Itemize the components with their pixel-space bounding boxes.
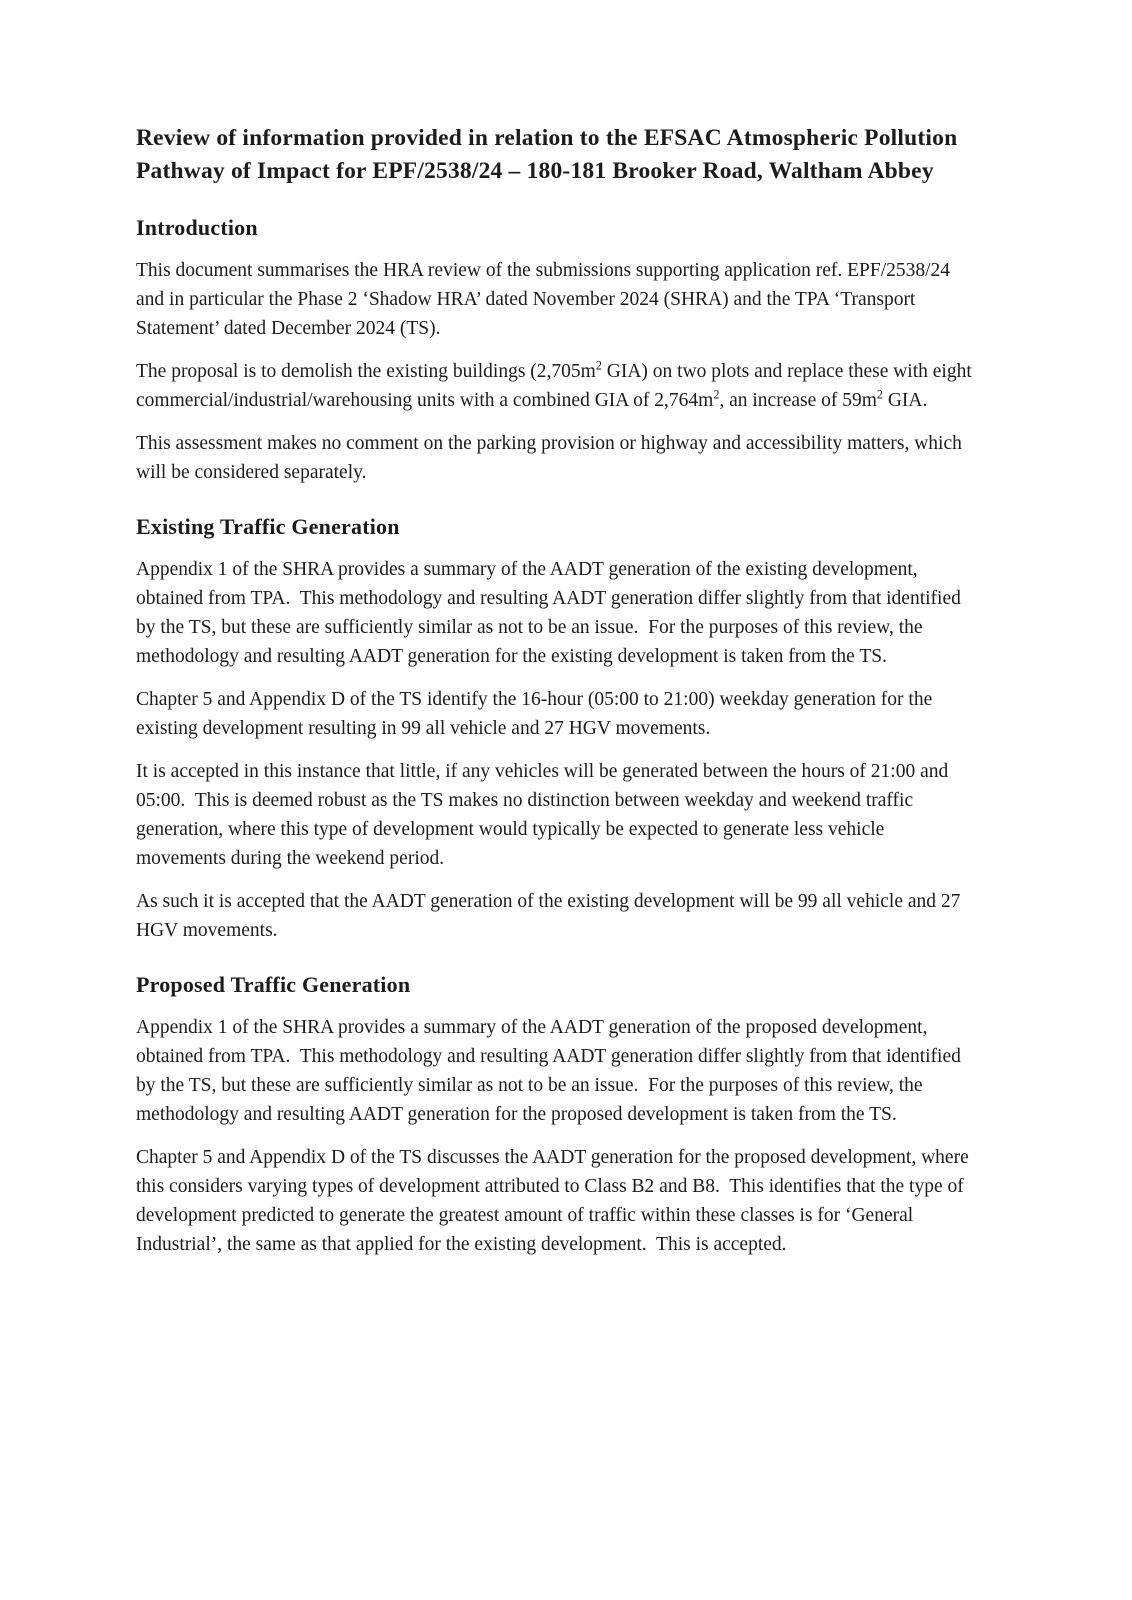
section-proposed-traffic-generation [136, 971, 972, 1259]
paragraph [136, 357, 977, 415]
text-run: GIA. [882, 390, 928, 411]
paragraph: As such it is accepted that the AADT generation of the existing development will be 99 all vehicle and 27 HGV movements. [136, 891, 966, 941]
section-existing-traffic-generation [136, 513, 972, 945]
paragraph: This document summarises the HRA review of the submissions supporting application ref. EPF/2538/24 and in particular the Phase 2 ‘Shadow HRA’ dated November 2024 (SHRA) and the TPA ‘Transport Statement’ dated December 2024 (TS). [136, 260, 955, 339]
paragraph: It is accepted in this instance that little, if any vehicles will be generated between the hours of 21:00 and 05:00. This is deemed robust as the TS makes no distinction between weekday and weekend traffic generation, where this type of development would typically be expected to generate less vehicle movements during the weekend period. [136, 761, 954, 869]
paragraph: This assessment makes no comment on the parking provision or highway and accessibility matters, which will be considered separately. [136, 433, 967, 483]
text-run: GIA) on two plots and replace these with eight commercial/industrial/warehousing units with a combined GIA of 2,764m [136, 361, 977, 411]
heading-introduction: Introduction [136, 215, 258, 240]
superscript: 2 [876, 387, 883, 402]
superscript: 2 [713, 387, 720, 402]
paragraph: Chapter 5 and Appendix D of the TS identify the 16-hour (05:00 to 21:00) weekday generation for the existing development resulting in 99 all vehicle and 27 HGV movements. [136, 689, 938, 739]
paragraph: Appendix 1 of the SHRA provides a summary of the AADT generation of the proposed development, obtained from TPA. This methodology and resulting AADT generation differ slightly from that identified by the TS, but these are sufficiently similar as not to be an issue. For the purposes of this review, the methodology and resulting AADT generation for the proposed development is taken from the TS. [136, 1017, 966, 1125]
text-run: The proposal is to demolish the existing buildings (2,705m [136, 361, 596, 382]
section-introduction [136, 214, 977, 487]
paragraph: Chapter 5 and Appendix D of the TS discusses the AADT generation for the proposed development, where this considers varying types of development attributed to Class B2 and B8. This identifies that the type of development predicted to generate the greatest amount of traffic within these classes is for ‘General Industrial’, the same as that applied for the existing development. This is accepted. [136, 1147, 974, 1255]
document-title: Review of information provided in relation to the EFSAC Atmospheric Pollution Pathway of Impact for EPF/2538/24 – 180-181 Brooker Road, Waltham Abbey [136, 125, 964, 184]
heading-existing-traffic-generation: Existing Traffic Generation [136, 514, 400, 539]
paragraph: Appendix 1 of the SHRA provides a summary of the AADT generation of the existing development, obtained from TPA. This methodology and resulting AADT generation differ slightly from that identified by the TS, but these are sufficiently similar as not to be an issue. For the purposes of this review, the methodology and resulting AADT generation for the existing development is taken from the TS. [136, 559, 966, 667]
heading-proposed-traffic-generation: Proposed Traffic Generation [136, 972, 411, 997]
superscript: 2 [595, 358, 602, 373]
text-run: , an increase of 59m [719, 390, 877, 411]
